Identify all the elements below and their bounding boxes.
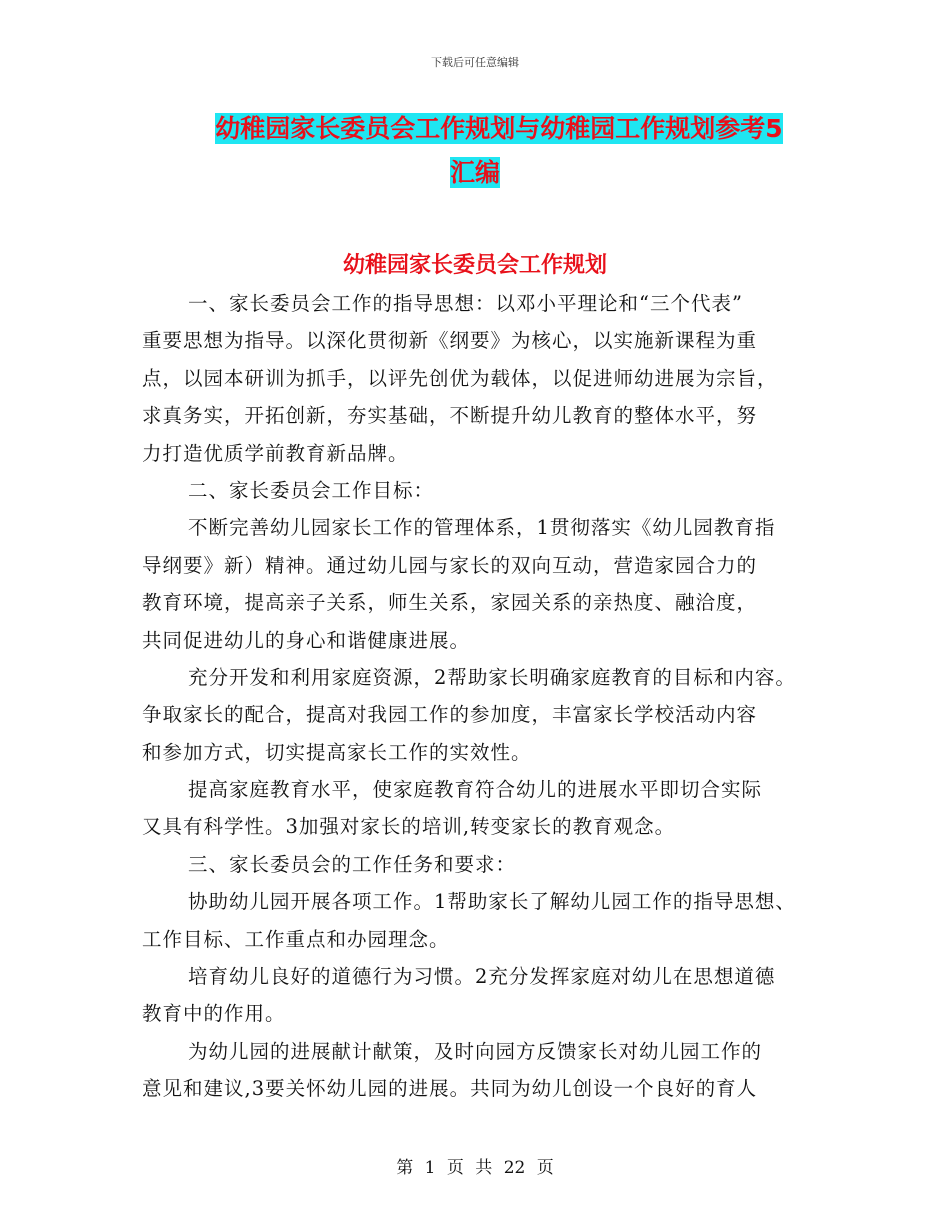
text-line: 又具有科学性。3加强对家长的培训,转变家长的教育观念。 bbox=[142, 815, 676, 839]
text-line: 不断完善幼儿园家长工作的管理体系，1贯彻落实《幼儿园教育指 bbox=[188, 516, 776, 540]
text-line: 协助幼儿园开展各项工作。1帮助家长了解幼儿园工作的指导思想、 bbox=[188, 890, 796, 914]
text-line: 导纲要》新）精神。通过幼儿园与家长的双向互动，营造家园合力的 bbox=[142, 553, 758, 577]
text-line: 力打造优质学前教育新品牌。 bbox=[142, 441, 409, 465]
header-note: 下载后可任意编辑 bbox=[431, 56, 519, 69]
text-line: 和参加方式，切实提高家长工作的实效性。 bbox=[142, 740, 532, 764]
text-line: 意见和建议,3要关怀幼儿园的进展。共同为幼儿创设一个良好的育人 bbox=[142, 1077, 758, 1101]
text-line: 为幼儿园的进展献计献策，及时向园方反馈家长对幼儿园工作的 bbox=[188, 1039, 763, 1063]
text-line: 工作目标、工作重点和办园理念。 bbox=[142, 927, 450, 951]
text-line: 充分开发和利用家庭资源，2帮助家长明确家庭教育的目标和内容。 bbox=[188, 665, 796, 689]
text-line: 教育中的作用。 bbox=[142, 1002, 286, 1026]
page-footer: 第 1 页 共 22 页 bbox=[396, 1158, 554, 1178]
text-line: 教育环境，提高亲子关系，师生关系，家园关系的亲热度、融洽度， bbox=[142, 591, 758, 615]
text-line: 二、家长委员会工作目标： bbox=[188, 478, 435, 502]
text-line: 重要思想为指导。以深化贯彻新《纲要》为核心，以实施新课程为重 bbox=[142, 329, 758, 353]
text-line: 共同促进幼儿的身心和谐健康进展。 bbox=[142, 628, 471, 652]
document-title-line-1 bbox=[0, 112, 950, 146]
document-body bbox=[142, 285, 842, 1108]
text-line: 点，以园本研训为抓手，以评先创优为载体，以促进师幼进展为宗旨， bbox=[142, 366, 778, 390]
text-line: 求真务实，开拓创新，夯实基础，不断提升幼儿教育的整体水平，努 bbox=[142, 404, 758, 428]
text-line: 培育幼儿良好的道德行为习惯。2充分发挥家庭对幼儿在思想道德 bbox=[188, 965, 776, 989]
document-title-text-1: 幼稚园家长委员会工作规划与幼稚园工作规划参考5 bbox=[215, 114, 783, 143]
text-line: 争取家长的配合，提高对我园工作的参加度，丰富家长学校活动内容 bbox=[142, 703, 758, 727]
section-title: 幼稚园家长委员会工作规划 bbox=[342, 253, 607, 278]
text-line: 三、家长委员会的工作任务和要求： bbox=[188, 852, 517, 876]
document-title-line-2 bbox=[0, 156, 950, 190]
document-title-text-2: 汇编 bbox=[449, 158, 500, 187]
text-line: 一、家长委员会工作的指导思想：以邓小平理论和“三个代表” bbox=[188, 292, 743, 315]
text-line: 提高家庭教育水平，使家庭教育符合幼儿的进展水平即切合实际 bbox=[188, 778, 763, 802]
